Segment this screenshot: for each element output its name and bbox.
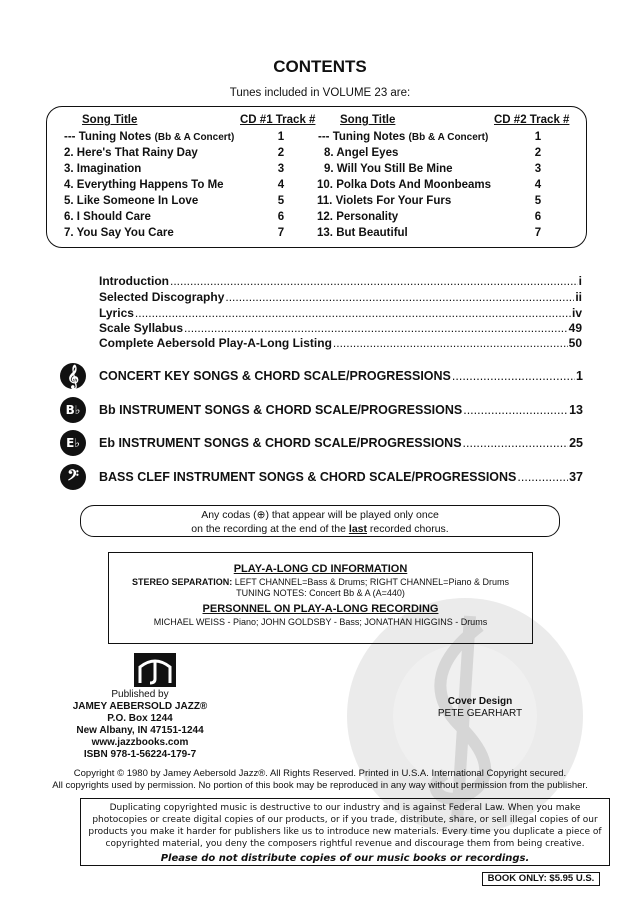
toc-entry: Selected Discography ..... ii (99, 290, 582, 304)
cd2-song-row: 9. Will You Still Be Mine (324, 163, 453, 175)
price-tag: BOOK ONLY: $5.95 U.S. (482, 872, 600, 886)
cd2-song-row: 13. But Beautiful (317, 227, 408, 239)
cd1-track-number: 4 (277, 179, 285, 191)
cd1-track-header: CD #1 Track # (240, 114, 316, 126)
cd2-track-number: 5 (534, 195, 542, 207)
cd2-song-row: 10. Polka Dots And Moonbeams (317, 179, 492, 191)
cd-info-box: PLAY-A-LONG CD INFORMATION STEREO SEPARATION: LEFT CHANNEL=Bass & Drums; RIGHT CHANNEL=Piano & Drums TUNING NOTES: Concert Bb & A (A=440) PERSONNEL ON PLAY-A-LONG RECORDING MICHAEL WEISS - Piano; JOHN GOLDSBY - Bass; JONATHAN HIGGINS - Drums (108, 552, 533, 644)
cd2-track-number: 4 (534, 179, 542, 191)
personnel-text: MICHAEL WEISS - Piano; JOHN GOLDSBY - Bass; JONATHAN HIGGINS - Drums (153, 617, 488, 627)
personnel-heading: PERSONNEL ON PLAY-A-LONG RECORDING (202, 603, 439, 615)
cd1-song-row: 2. Here's That Rainy Day (64, 147, 198, 159)
cd1-track-number: 2 (277, 147, 285, 159)
cd2-track-number: 1 (534, 131, 542, 143)
copyright-line: Copyright © 1980 by Jamey Aebersold Jazz®. All Rights Reserved. Printed in U.S.A. International Copyright secured. (73, 768, 567, 779)
publisher-info: Published by JAMEY AEBERSOLD JAZZ® P.O. Box 1244 New Albany, IN 47151-1244 www.jazzbooks.com ISBN 978-1-56224-179-7 (72, 689, 208, 760)
cd2-track-number: 3 (534, 163, 542, 175)
cd2-track-number: 7 (534, 227, 542, 239)
cd2-song-row: 11. Violets For Your Furs (317, 195, 452, 207)
copyright-warning: Duplicating copyrighted music is destructive to our industry and is against Federal Law. When you make photocopies or create digital copies of our products, or if you trade, distribute, share, or sell illegal copies of our products you make it harder for publishers like us to introduce new materials. Every time you duplicate a piece of copyrighted material, you deny the composers rightful revenue and discourage them from being creative. Please do not distribute copies of our music books or recordings. (80, 798, 610, 866)
cd1-track-number: 1 (277, 131, 285, 143)
cd1-song-row: --- Tuning Notes (Bb & A Concert) (64, 131, 235, 143)
toc-entry: Scale Syllabus ..... 49 (99, 321, 582, 335)
cd2-song-row: --- Tuning Notes (Bb & A Concert) (318, 131, 489, 143)
b-flat-icon: B♭ (60, 397, 86, 423)
copyright-line: All copyrights used by permission. No portion of this book may be reproduced in any way without permission from the publisher. (52, 780, 588, 791)
cd1-track-number: 3 (277, 163, 285, 175)
cd1-song-row: 5. Like Someone In Love (64, 195, 199, 207)
cd1-song-row: 3. Imagination (64, 163, 142, 175)
toc-entry: Complete Aebersold Play-A-Long Listing ..... 50 (99, 336, 582, 350)
e-flat-icon: E♭ (60, 430, 86, 456)
cd2-track-header: CD #2 Track # (494, 114, 570, 126)
cd1-track-number: 5 (277, 195, 285, 207)
cd1-song-row: 6. I Should Care (64, 211, 151, 223)
cd2-track-number: 6 (534, 211, 542, 223)
cd-info-heading: PLAY-A-LONG CD INFORMATION (233, 563, 408, 575)
bass-clef-icon: 𝄢 (60, 464, 86, 490)
cover-credit: Cover Design PETE GEARHART (437, 696, 523, 719)
cd2-song-row: 8. Angel Eyes (324, 147, 399, 159)
tuning-notes-info: TUNING NOTES: Concert Bb & A (A=440) (236, 588, 405, 598)
treble-clef-icon: 𝄞 (60, 363, 86, 389)
section-entry: Eb INSTRUMENT SONGS & CHORD SCALE/PROGRESSIONS ..... 25 (99, 436, 583, 450)
toc-entry: Lyrics ..... iv (99, 306, 582, 320)
cd2-song-row: 12. Personality (317, 211, 399, 223)
jamey-aebersold-logo-icon (134, 653, 176, 687)
cd1-song-title-header: Song Title (82, 114, 138, 126)
toc-entry: Introduction ..... i (99, 274, 582, 288)
page-subtitle: Tunes included in VOLUME 23 are: (229, 87, 411, 99)
cd2-song-title-header: Song Title (340, 114, 396, 126)
section-entry: CONCERT KEY SONGS & CHORD SCALE/PROGRESSIONS ..... 1 (99, 369, 583, 383)
coda-icon: ⊕ (256, 509, 266, 521)
coda-note: Any codas (⊕) that appear will be played only once on the recording at the end of the last recorded chorus. (80, 505, 560, 537)
cd1-song-row: 4. Everything Happens To Me (64, 179, 224, 191)
cd1-track-number: 6 (277, 211, 285, 223)
cd1-song-row: 7. You Say You Care (64, 227, 174, 239)
cd1-track-number: 7 (277, 227, 285, 239)
section-entry: BASS CLEF INSTRUMENT SONGS & CHORD SCALE/PROGRESSIONS ..... 37 (99, 470, 583, 484)
page-title: CONTENTS (273, 57, 367, 76)
cd2-track-number: 2 (534, 147, 542, 159)
section-entry: Bb INSTRUMENT SONGS & CHORD SCALE/PROGRESSIONS ..... 13 (99, 403, 583, 417)
